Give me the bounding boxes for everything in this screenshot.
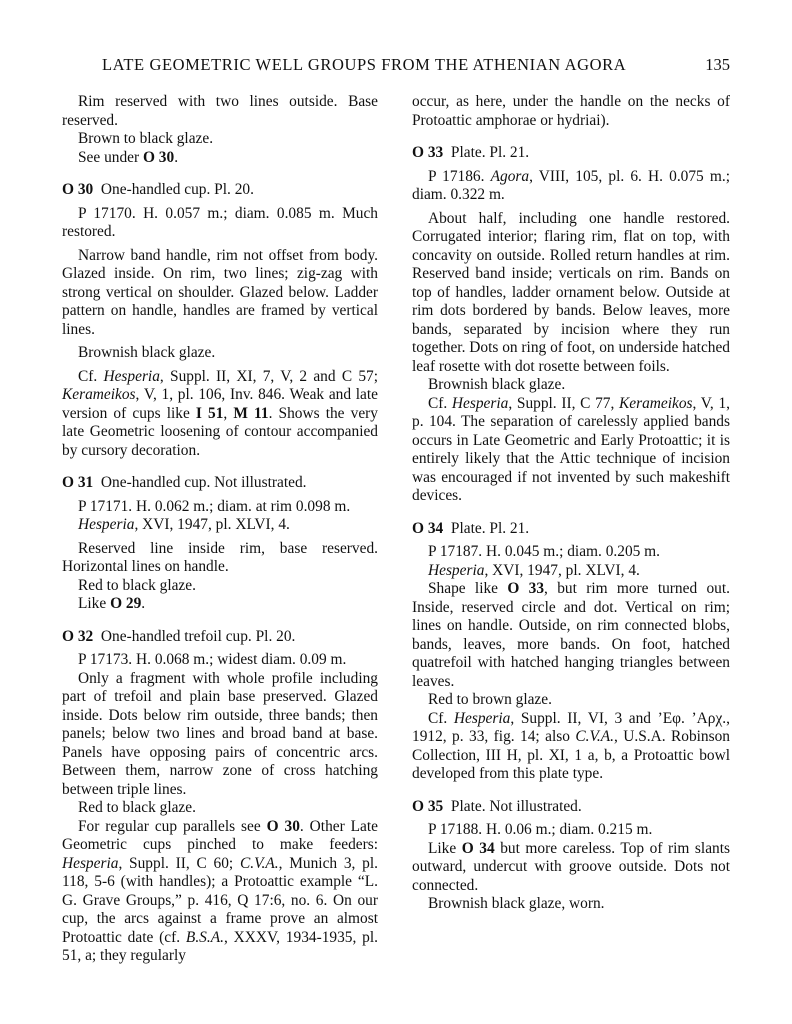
entry-heading-o31 (62, 474, 378, 493)
cross-reference: M 11 (233, 404, 269, 422)
entry-number: O 32 (62, 627, 94, 645)
right-column (412, 93, 730, 914)
entry-title: One-handled cup. Pl. 20. (100, 181, 254, 198)
continued-paragraph: Rim reserved with two lines outside. Base reserved. (62, 93, 378, 129)
parallels: For regular cup parallels see O 30. Other Late Geometric cups pinched to make feeders: Hesperia, Suppl. II, C 60; C.V.A., Munich 3, pl. 118, 5-6 (with handles); a Protoattic example “L. G. Grave Groups,” p. 416, Q 17:6, no. 6. On our cup, the arcs against a frame prove an almost Protoattic date (cf. B.S.A., XXXV, 1934-1935, pl. 51, a; they regularly (62, 817, 378, 964)
description: Like O 34 but more careless. Top of rim slants outward, undercut with groove outside. Dots not connected. (412, 839, 730, 894)
glaze-note: Red to brown glaze. (428, 691, 552, 708)
entry-title: One-handled trefoil cup. Pl. 20. (100, 627, 296, 645)
entry-number: O 33 (412, 144, 444, 161)
glaze-note: Red to black glaze. (78, 576, 196, 594)
like-note: Like O 29. (78, 595, 146, 612)
entry-number: O 35 (412, 797, 444, 815)
entry-title: Plate. Not illustrated. (450, 797, 582, 815)
running-header (62, 55, 738, 79)
entry-number: O 34 (412, 519, 444, 537)
entry-heading-o30 (62, 181, 378, 200)
inventory-line: P 17188. H. 0.06 m.; diam. 0.215 m. (428, 821, 653, 838)
entry-heading-o35 (412, 798, 730, 817)
entry-heading-o33 (412, 144, 730, 163)
cross-reference: O 30 (142, 148, 175, 166)
cross-reference: O 33 (507, 580, 545, 597)
publication-line: Hesperia, XVI, 1947, pl. XLVI, 4. (428, 561, 640, 579)
glaze-note: Brownish black glaze. (428, 376, 566, 393)
publication-line: Hesperia, XVI, 1947, pl. XLVI, 4. (78, 516, 290, 533)
inventory-line: P 17171. H. 0.062 m.; diam. at rim 0.098 m. (78, 497, 351, 515)
description: Reserved line inside rim, base reserved. Horizontal lines on handle. (62, 539, 378, 575)
left-column (62, 93, 378, 966)
entry-heading-o32 (62, 628, 378, 647)
entry-number: O 30 (62, 181, 94, 198)
continued-paragraph: occur, as here, under the handle on the necks of Protoattic amphorae or hydriai). (412, 93, 730, 129)
comparanda: Cf. Hesperia, Suppl. II, VI, 3 and ’Εφ. ’Αρχ., 1912, p. 33, fig. 14; also C.V.A., U.S.A. Robinson Collection, III H, pl. XI, 1 a, b, a Protoattic bowl developed from this plate type. (412, 709, 730, 782)
entry-title: Plate. Pl. 21. (450, 144, 530, 161)
entry-title: One-handled cup. Not illustrated. (100, 474, 307, 491)
cross-reference: O 30 (266, 817, 300, 835)
page-number: 135 (705, 55, 730, 74)
entry-number: O 31 (62, 474, 94, 491)
running-title: LATE GEOMETRIC WELL GROUPS FROM THE ATHENIAN AGORA (102, 55, 627, 74)
entry-heading-o34 (412, 520, 730, 539)
glaze-note: Red to black glaze. (78, 799, 196, 816)
inventory-line: P 17187. H. 0.045 m.; diam. 0.205 m. (428, 543, 661, 560)
comparanda: Cf. Hesperia, Suppl. II, C 77, Kerameikos, V, 1, p. 104. The separation of carelessly applied bands occurs in Late Geometric and Early Protoattic; it is entirely likely that the Attic technique of incision was encouraged if not invented by such makeshift devices. (412, 394, 730, 504)
description: Narrow band handle, rim not offset from body. Glazed inside. On rim, two lines; zig-zag with strong vertical on shoulder. Glazed below. Ladder pattern on handle, handles are framed by vertical lines. (62, 246, 378, 338)
entry-title: Plate. Pl. 21. (450, 519, 530, 537)
cross-reference: I 51 (195, 404, 224, 422)
inventory-line: P 17186. Agora, VIII, 105, pl. 6. H. 0.075 m.; diam. 0.322 m. (412, 167, 730, 203)
inventory-line: P 17170. H. 0.057 m.; diam. 0.085 m. Much restored. (62, 204, 378, 240)
description: About half, including one handle restored. Corrugated interior; flaring rim, flat on top, with concavity on outside. Rolled return handles at rim. Reserved band inside; verticals on rim. Bands on top of handles, ladder ornament below. Outside at rim dots bordered by bands. Below leaves, more bands, separated by incision where they run together. Dots on ring of foot, on underside hatched leaf rosette with dot rosette between foils. (412, 209, 731, 375)
inventory-line: P 17173. H. 0.068 m.; widest diam. 0.09 m. (78, 651, 347, 668)
glaze-note: Brownish black glaze. (78, 344, 216, 361)
continued-glaze: Brown to black glaze. (78, 130, 214, 147)
description: Shape like O 33, but rim more turned out. Inside, reserved circle and dot. Vertical on rim; lines on handle. Outside, on rim connected blobs, bands, leaves, more bands. On foot, hatched quatrefoil with hatched hanging triangles between leaves. (412, 580, 730, 690)
glaze-note: Brownish black glaze, worn. (428, 895, 605, 912)
cross-reference: O 34 (461, 839, 495, 857)
comparanda: Cf. Hesperia, Suppl. II, XI, 7, V, 2 and C 57; Kerameikos, V, 1, pl. 106, Inv. 846. Weak and late version of cups like I 51, M 11. Shows the very late Geometric loosening of contour accompanied by cursory decoration. (62, 367, 378, 459)
description: Only a fragment with whole profile including part of trefoil and plain base preserved. Glazed inside. Dots below rim outside, three bands; then panels; below two lines and broad band at base. Panels have opposing pairs of concentric arcs. Between them, narrow zone of cross hatching between triple lines. (62, 669, 378, 798)
continued-see-under: See under O 30. (78, 148, 179, 166)
cross-reference: O 29 (110, 595, 142, 612)
